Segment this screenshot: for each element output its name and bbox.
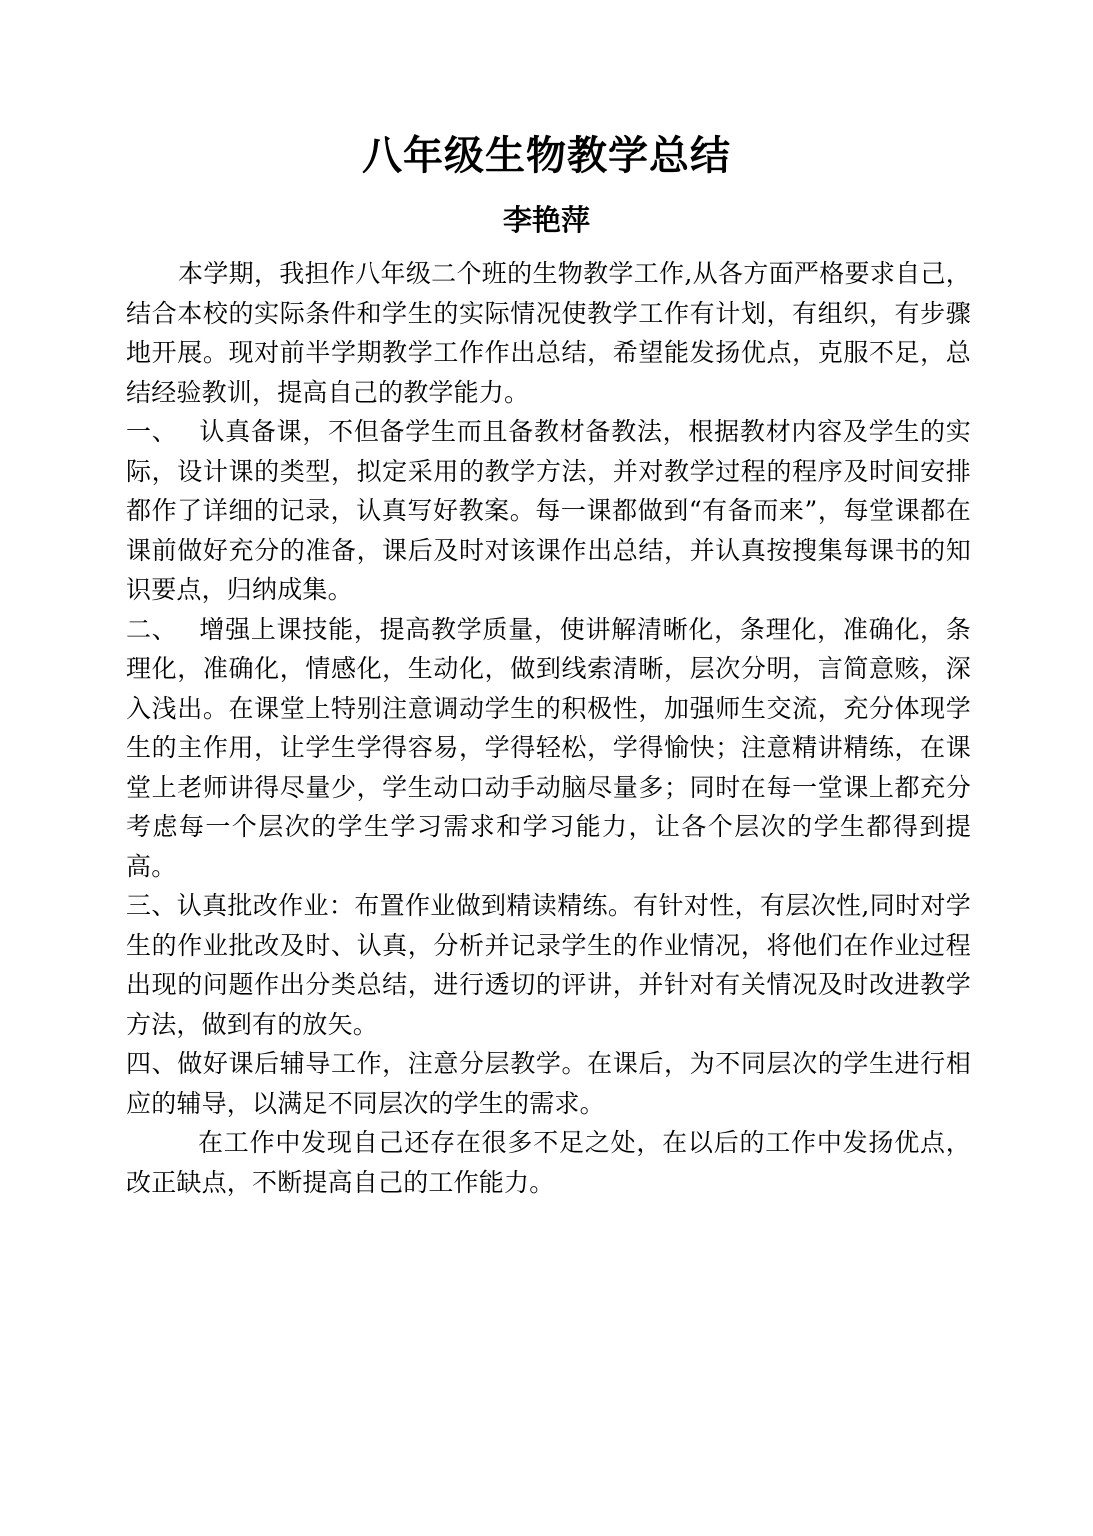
section-two-paragraph: 二、 增强上课技能，提高教学质量，使讲解清晰化，条理化，准确化，条理化，准确化，情感化，生动化，做到线索清晰，层次分明，言简意赅，深入浅出。在课堂上特别注意调动学生的积极性，加强师生交流，充分体现学生的主作用，让学生学得容易，学得轻松，学得愉快；注意精讲精练，在课堂上老师讲得尽量少，学生动口动手动脑尽量多；同时在每一堂课上都充分考虑每一个层次的学生学习需求和学习能力，让各个层次的学生都得到提高。	[126, 614, 971, 881]
section-one-paragraph: 一、 认真备课，不但备学生而且备教材备教法，根据教材内容及学生的实际，设计课的类型，拟定采用的教学方法，并对教学过程的程序及时间安排都作了详细的记录，认真写好教案。每一课都做到“有备而来”，每堂课都在课前做好充分的准备，课后及时对该课作出总结，并认真按搜集每课书的知识要点，归纳成集。	[126, 417, 971, 604]
section-four-paragraph: 四、做好课后辅导工作，注意分层教学。在课后，为不同层次的学生进行相应的辅导，以满足不同层次的学生的需求。	[126, 1049, 971, 1118]
intro-paragraph: 本学期，我担作八年级二个班的生物教学工作,从各方面严格要求自己，结合本校的实际条件和学生的实际情况使教学工作有计划，有组织，有步骤地开展。现对前半学期教学工作作出总结，希望能发扬优点，克服不足，总结经验教训，提高自己的教学能力。	[126, 259, 971, 407]
document-title: 八年级生物教学总结	[362, 133, 731, 179]
document-author: 李艳萍	[502, 203, 590, 237]
document-body	[126, 254, 971, 1202]
conclusion-paragraph: 在工作中发现自己还存在很多不足之处，在以后的工作中发扬优点，改正缺点，不断提高自己的工作能力。	[126, 1128, 971, 1197]
section-three-paragraph: 三、认真批改作业：布置作业做到精读精练。有针对性，有层次性,同时对学生的作业批改及时、认真，分析并记录学生的作业情况，将他们在作业过程出现的问题作出分类总结，进行透切的评讲，并针对有关情况及时改进教学方法，做到有的放矢。	[126, 891, 971, 1039]
